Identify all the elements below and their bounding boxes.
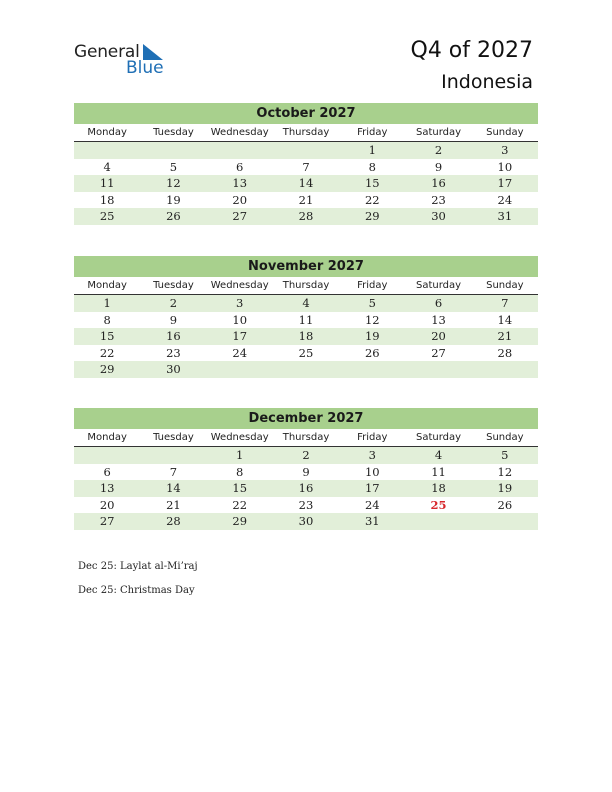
weekday-label: Tuesday bbox=[153, 280, 194, 291]
week-row bbox=[74, 513, 538, 530]
day-cell: 4 bbox=[103, 159, 111, 174]
week-row bbox=[74, 192, 538, 209]
day-cell: 15 bbox=[99, 329, 115, 343]
day-cell: 11 bbox=[298, 312, 314, 327]
day-cell: 14 bbox=[166, 481, 181, 495]
weekday-label: Tuesday bbox=[153, 432, 194, 443]
week-row bbox=[74, 497, 538, 514]
empty-day-cell bbox=[207, 142, 273, 159]
day-cell: 28 bbox=[166, 514, 181, 528]
day-cell: 15 bbox=[232, 481, 248, 495]
day-cell: 25 bbox=[99, 209, 115, 223]
week-row bbox=[74, 295, 538, 312]
day-cell: 14 bbox=[298, 176, 314, 190]
day-cell: 11 bbox=[431, 464, 446, 479]
day-cell: 24 bbox=[364, 497, 380, 512]
day-cell: 25 bbox=[430, 497, 447, 512]
empty-day-cell bbox=[273, 361, 339, 378]
day-cell: 6 bbox=[236, 159, 244, 174]
weekday-header bbox=[74, 429, 538, 447]
day-cell: 18 bbox=[431, 481, 446, 495]
logo-word-general: General bbox=[74, 42, 140, 62]
day-cell: 31 bbox=[497, 209, 513, 223]
week-row bbox=[74, 208, 538, 225]
day-cell: 22 bbox=[364, 192, 380, 207]
day-cell: 3 bbox=[368, 448, 376, 462]
weekday-label: Thursday bbox=[282, 432, 330, 443]
day-cell: 15 bbox=[364, 176, 380, 190]
month-title: December 2027 bbox=[74, 408, 538, 429]
empty-day-cell bbox=[472, 513, 538, 530]
week-row bbox=[74, 447, 538, 464]
holiday-note: Dec 25: Laylat al-Mi’raj bbox=[78, 561, 198, 572]
weekday-label: Friday bbox=[357, 432, 388, 443]
day-cell: 25 bbox=[298, 345, 314, 360]
empty-day-cell bbox=[140, 142, 206, 159]
month-december bbox=[74, 408, 538, 530]
logo bbox=[74, 42, 184, 82]
day-cell: 16 bbox=[298, 481, 314, 495]
weekday-label: Saturday bbox=[416, 432, 462, 443]
day-cell: 29 bbox=[99, 362, 115, 376]
day-cell: 30 bbox=[431, 209, 446, 223]
week-row bbox=[74, 142, 538, 159]
weekday-label: Friday bbox=[357, 127, 388, 138]
day-cell: 2 bbox=[169, 296, 178, 310]
day-cell: 5 bbox=[169, 159, 178, 174]
weekday-label: Saturday bbox=[416, 127, 462, 138]
day-cell: 3 bbox=[501, 143, 509, 157]
day-cell: 30 bbox=[166, 362, 181, 376]
day-cell: 12 bbox=[166, 176, 181, 190]
week-row bbox=[74, 312, 538, 329]
week-row bbox=[74, 328, 538, 345]
weekday-label: Thursday bbox=[282, 127, 330, 138]
day-cell: 1 bbox=[236, 448, 244, 462]
day-cell: 19 bbox=[364, 329, 380, 343]
weekday-label: Wednesday bbox=[210, 280, 269, 291]
weekday-header bbox=[74, 277, 538, 295]
weekday-label: Thursday bbox=[282, 280, 330, 291]
week-row bbox=[74, 361, 538, 378]
empty-day-cell bbox=[74, 447, 140, 464]
day-cell: 19 bbox=[166, 192, 181, 207]
day-cell: 16 bbox=[431, 176, 446, 190]
logo-word-blue: Blue bbox=[126, 58, 164, 78]
day-cell: 17 bbox=[497, 176, 513, 190]
weekday-label: Monday bbox=[87, 280, 127, 291]
day-cell: 31 bbox=[364, 514, 380, 528]
day-cell: 20 bbox=[431, 329, 446, 343]
week-row bbox=[74, 464, 538, 481]
weekday-label: Wednesday bbox=[210, 432, 269, 443]
day-cell: 28 bbox=[497, 345, 513, 360]
week-row bbox=[74, 159, 538, 176]
day-cell: 6 bbox=[434, 296, 443, 310]
day-cell: 13 bbox=[99, 481, 115, 495]
day-cell: 1 bbox=[368, 143, 376, 157]
day-cell: 9 bbox=[169, 312, 178, 327]
day-cell: 23 bbox=[431, 192, 446, 207]
weekday-label: Sunday bbox=[486, 280, 524, 291]
day-cell: 13 bbox=[431, 312, 446, 327]
day-cell: 3 bbox=[236, 296, 244, 310]
day-cell: 29 bbox=[232, 514, 248, 528]
day-cell: 7 bbox=[501, 296, 509, 310]
empty-day-cell bbox=[472, 361, 538, 378]
day-cell: 1 bbox=[103, 296, 111, 310]
day-cell: 5 bbox=[368, 296, 376, 310]
day-cell: 22 bbox=[99, 345, 115, 360]
day-cell: 29 bbox=[364, 209, 380, 223]
day-cell: 2 bbox=[302, 448, 310, 462]
day-cell: 20 bbox=[99, 497, 115, 512]
day-cell: 5 bbox=[501, 448, 509, 462]
day-cell: 27 bbox=[99, 514, 115, 528]
day-cell: 19 bbox=[497, 481, 513, 495]
day-cell: 27 bbox=[431, 345, 446, 360]
day-cell: 11 bbox=[99, 176, 115, 190]
day-cell: 10 bbox=[497, 159, 513, 174]
day-cell: 13 bbox=[232, 176, 248, 190]
day-cell: 21 bbox=[298, 192, 314, 207]
day-cell: 16 bbox=[166, 329, 181, 343]
day-cell: 27 bbox=[232, 209, 248, 223]
day-cell: 14 bbox=[497, 312, 513, 327]
weekday-label: Tuesday bbox=[153, 127, 194, 138]
day-cell: 30 bbox=[298, 514, 314, 528]
day-cell: 28 bbox=[298, 209, 314, 223]
day-cell: 22 bbox=[232, 497, 248, 512]
weekday-header bbox=[74, 124, 538, 142]
page-title: Q4 of 2027 bbox=[410, 38, 533, 63]
weekday-label: Sunday bbox=[486, 127, 524, 138]
empty-day-cell bbox=[74, 142, 140, 159]
empty-day-cell bbox=[273, 142, 339, 159]
day-cell: 21 bbox=[166, 497, 181, 512]
empty-day-cell bbox=[140, 447, 206, 464]
day-cell: 18 bbox=[298, 329, 314, 343]
weekday-label: Monday bbox=[87, 127, 127, 138]
day-cell: 26 bbox=[364, 345, 380, 360]
day-cell: 2 bbox=[434, 143, 443, 157]
month-november bbox=[74, 256, 538, 378]
day-cell: 26 bbox=[166, 209, 181, 223]
day-cell: 18 bbox=[99, 192, 115, 207]
day-cell: 21 bbox=[497, 329, 513, 343]
day-cell: 20 bbox=[232, 192, 248, 207]
day-cell: 8 bbox=[368, 159, 376, 174]
weekday-label: Sunday bbox=[486, 432, 524, 443]
empty-day-cell bbox=[405, 361, 471, 378]
holiday-note: Dec 25: Christmas Day bbox=[78, 585, 195, 596]
empty-day-cell bbox=[339, 361, 405, 378]
day-cell: 7 bbox=[302, 159, 310, 174]
week-row bbox=[74, 480, 538, 497]
day-cell: 9 bbox=[434, 159, 443, 174]
day-cell: 24 bbox=[232, 345, 248, 360]
empty-day-cell bbox=[405, 513, 471, 530]
day-cell: 26 bbox=[497, 497, 513, 512]
day-cell: 6 bbox=[103, 464, 111, 479]
day-cell: 4 bbox=[434, 448, 443, 462]
weekday-label: Friday bbox=[357, 280, 388, 291]
day-cell: 17 bbox=[232, 329, 248, 343]
day-cell: 8 bbox=[103, 312, 111, 327]
page-subtitle: Indonesia bbox=[441, 71, 533, 93]
day-cell: 24 bbox=[497, 192, 513, 207]
weekday-label: Wednesday bbox=[210, 127, 269, 138]
month-title: October 2027 bbox=[74, 103, 538, 124]
day-cell: 23 bbox=[166, 345, 181, 360]
week-row bbox=[74, 175, 538, 192]
weekday-label: Saturday bbox=[416, 280, 462, 291]
day-cell: 12 bbox=[364, 312, 380, 327]
day-cell: 23 bbox=[298, 497, 314, 512]
day-cell: 8 bbox=[236, 464, 244, 479]
day-cell: 10 bbox=[232, 312, 248, 327]
weekday-label: Monday bbox=[87, 432, 127, 443]
month-title: November 2027 bbox=[74, 256, 538, 277]
day-cell: 4 bbox=[302, 296, 310, 310]
day-cell: 7 bbox=[169, 464, 178, 479]
empty-day-cell bbox=[207, 361, 273, 378]
month-october bbox=[74, 103, 538, 225]
day-cell: 17 bbox=[364, 481, 380, 495]
day-cell: 10 bbox=[364, 464, 380, 479]
day-cell: 9 bbox=[302, 464, 310, 479]
day-cell: 12 bbox=[497, 464, 513, 479]
week-row bbox=[74, 345, 538, 362]
